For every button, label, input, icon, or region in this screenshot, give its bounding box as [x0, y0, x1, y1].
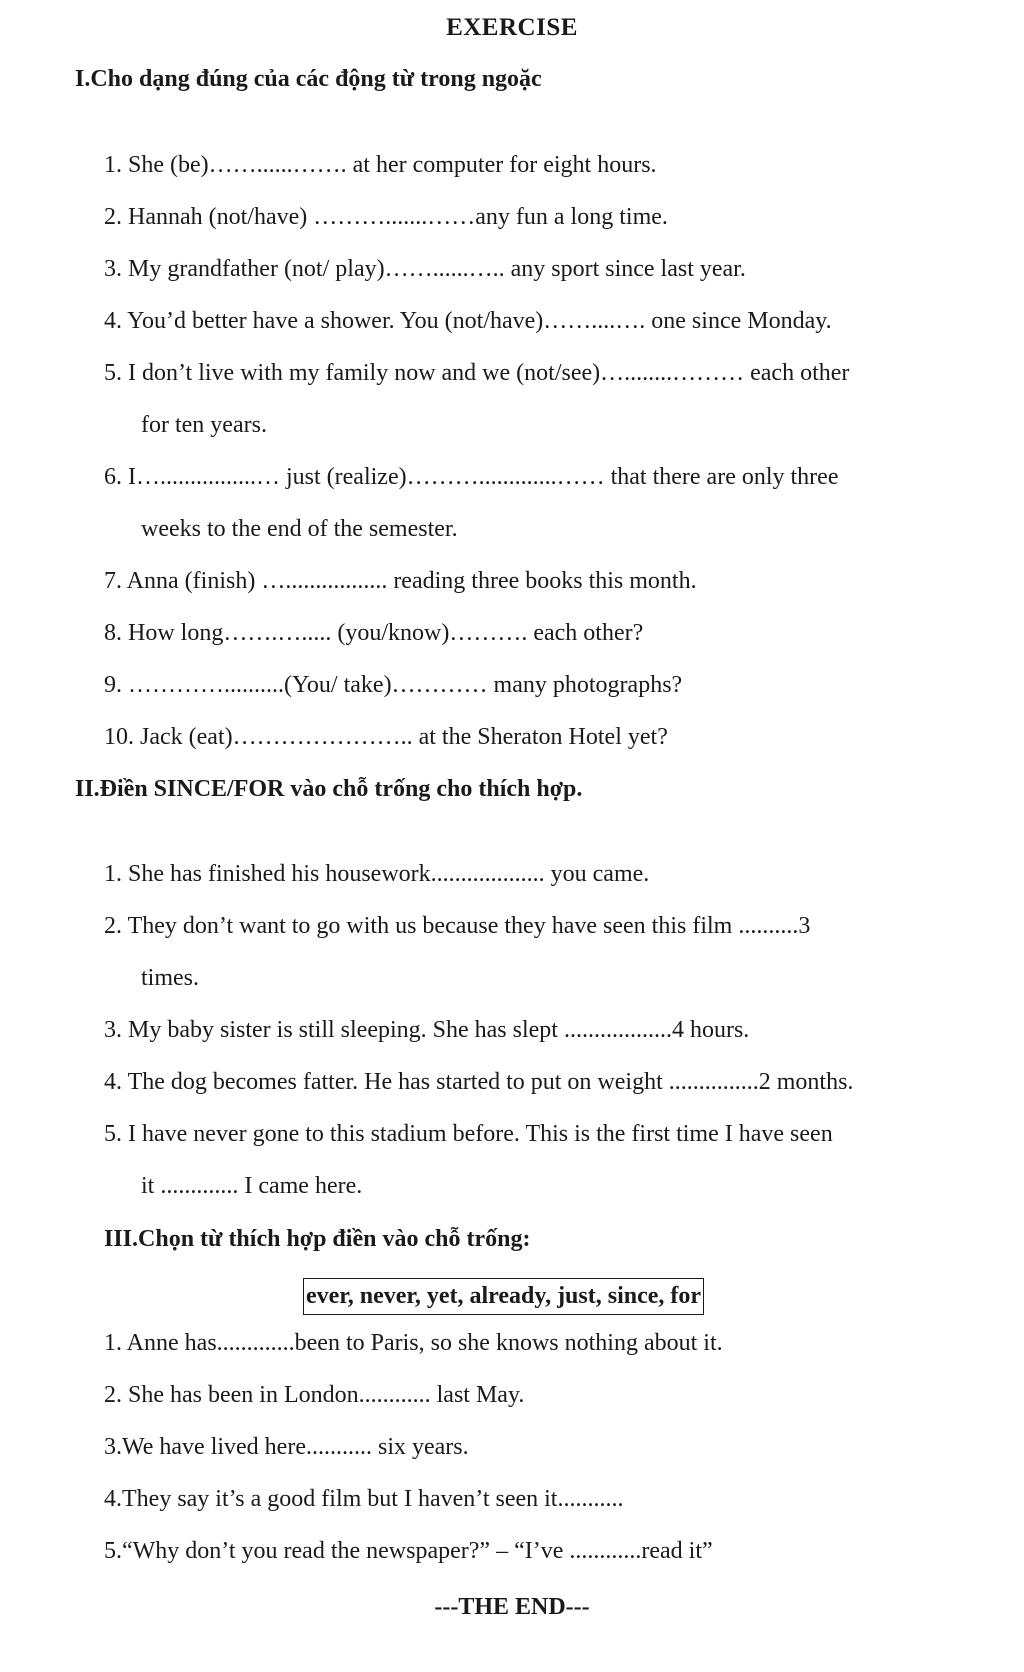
section-1-line: 4. You’d better have a shower. You (not/have)……....…. one since Monday. [104, 308, 832, 334]
word-bank-box: ever, never, yet, already, just, since, for [303, 1278, 704, 1315]
section-1-heading: I.Cho dạng đúng của các động từ trong ngoặc [75, 66, 542, 92]
section-2-line: 3. My baby sister is still sleeping. She has slept ..................4 hours. [104, 1017, 750, 1043]
the-end-footer: ---THE END--- [434, 1594, 590, 1620]
section-1-line: 9. …………..........(You/ take)………… many photographs? [104, 672, 683, 698]
page-title: EXERCISE [446, 14, 578, 41]
section-3-heading: III.Chọn từ thích hợp điền vào chỗ trống: [104, 1226, 531, 1252]
section-1-line: 10. Jack (eat)………………….. at the Sheraton Hotel yet? [104, 724, 668, 750]
section-1-line: 2. Hannah (not/have) ……….......……any fun a long time. [104, 204, 668, 230]
section-3-line: 5.“Why don’t you read the newspaper?” – “I’ve ............read it” [104, 1538, 713, 1564]
section-2-line: 1. She has finished his housework................... you came. [104, 861, 650, 887]
section-2-line: 5. I have never gone to this stadium before. This is the first time I have seen [104, 1121, 833, 1147]
section-1-line: 8. How long…….…..... (you/know)………. each other? [104, 620, 644, 646]
section-3-line: 4.They say it’s a good film but I haven’t seen it........... [104, 1486, 624, 1512]
section-2-heading: II.Điền SINCE/FOR vào chỗ trống cho thích hợp. [75, 776, 583, 802]
section-3-line: 1. Anne has.............been to Paris, so she knows nothing about it. [104, 1330, 723, 1356]
section-2-line: 4. The dog becomes fatter. He has started to put on weight ...............2 months. [104, 1069, 854, 1095]
section-3-line: 3.We have lived here........... six years. [104, 1434, 469, 1460]
section-3-line: 2. She has been in London............ last May. [104, 1382, 525, 1408]
section-1-line: 7. Anna (finish) …................. reading three books this month. [104, 568, 697, 594]
section-1-line: 6. I…................… just (realize)……….............…… that there are only three [104, 464, 839, 490]
section-2-line-continued: times. [141, 965, 199, 991]
section-1-line-continued: for ten years. [141, 412, 267, 438]
section-2-line: 2. They don’t want to go with us because they have seen this film ..........3 [104, 913, 811, 939]
section-1-line: 3. My grandfather (not/ play)……......….. any sport since last year. [104, 256, 746, 282]
section-1-line-continued: weeks to the end of the semester. [141, 516, 458, 542]
section-1-line: 5. I don’t live with my family now and we (not/see)…........……… each other [104, 360, 850, 386]
section-2-line-continued: it ............. I came here. [141, 1173, 363, 1199]
section-1-line: 1. She (be)……......……. at her computer for eight hours. [104, 152, 657, 178]
